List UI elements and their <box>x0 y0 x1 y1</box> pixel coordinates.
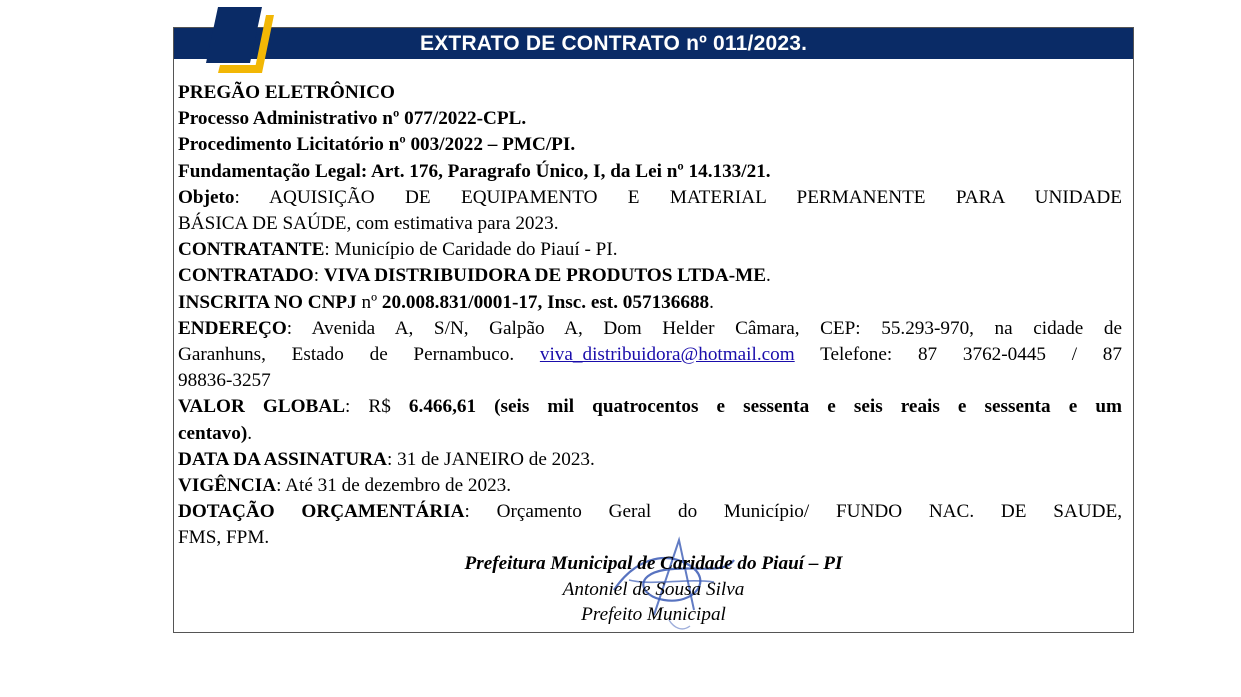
signature-role: Prefeito Municipal <box>581 604 726 625</box>
contratante-label: CONTRATANTE <box>178 239 325 261</box>
endereco-label: ENDEREÇO <box>178 317 287 339</box>
valor-label: VALOR GLOBAL <box>178 396 346 418</box>
signature-name: Antoniel de Sousa Silva <box>562 578 745 600</box>
signature-block <box>174 551 1133 628</box>
assinatura-line: DATA DA ASSINATURA: 31 de JANEIRO de 2023. <box>178 448 595 470</box>
contract-extract-frame <box>173 27 1134 633</box>
valor-line-2: centavo). <box>178 422 253 444</box>
modalidade-line: PREGÃO ELETRÔNICO <box>178 82 395 103</box>
vigencia-line: VIGÊNCIA: Até 31 de dezembro de 2023. <box>178 475 512 497</box>
email-link[interactable]: viva_distribuidora@hotmail.com <box>539 344 795 366</box>
objeto-line-1: Objeto: AQUISIÇÃO DE EQUIPAMENTO E MATERIAL PERMANENTE PARA UNIDADE <box>178 186 1122 208</box>
endereco-line-1: ENDEREÇO: Avenida A, S/N, Galpão A, Dom Helder Câmara, CEP: 55.293-970, na cidade de <box>178 317 1122 339</box>
page-title: EXTRATO DE CONTRATO nº 011/2023. <box>420 32 808 55</box>
processo-line: Processo Administrativo nº 077/2022-CPL. <box>178 108 527 130</box>
procedimento-line: Procedimento Licitatório nº 003/2022 – PMC/PI. <box>178 134 576 156</box>
fundamentacao-line: Fundamentação Legal: Art. 176, Paragrafo Único, I, da Lei nº 14.133/21. <box>178 160 771 182</box>
signature-org: Prefeitura Municipal de Caridade do Piauí – PI <box>464 553 843 574</box>
vigencia-label: VIGÊNCIA <box>178 475 277 497</box>
dotacao-label: DOTAÇÃO ORÇAMENTÁRIA <box>178 501 465 523</box>
cnpj-line: INSCRITA NO CNPJ nº 20.008.831/0001-17, Insc. est. 057136688. <box>178 291 714 313</box>
contratado-label: CONTRATADO <box>178 265 314 287</box>
contratante-line: CONTRATANTE: Município de Caridade do Piauí - PI. <box>178 239 618 261</box>
contratado-line: CONTRATADO: VIVA DISTRIBUIDORA DE PRODUTOS LTDA-ME. <box>178 265 771 287</box>
endereco-line-2: Garanhuns, Estado de Pernambuco. viva_distribuidora@hotmail.com Telefone: 87 3762-0445 / 87 <box>178 344 1122 366</box>
cnpj-label: INSCRITA NO CNPJ <box>178 291 357 313</box>
endereco-line-3: 98836-3257 <box>178 370 271 392</box>
objeto-line-2: BÁSICA DE SAÚDE, com estimativa para 2023. <box>178 213 559 235</box>
objeto-label: Objeto <box>178 186 235 208</box>
dotacao-line-1: DOTAÇÃO ORÇAMENTÁRIA: Orçamento Geral do Município/ FUNDO NAC. DE SAUDE, <box>178 501 1122 523</box>
dotacao-line-2: FMS, FPM. <box>178 527 270 549</box>
header-bar <box>174 28 1133 59</box>
contract-body <box>178 80 1122 552</box>
assinatura-label: DATA DA ASSINATURA <box>178 448 387 470</box>
valor-line-1: VALOR GLOBAL: R$ 6.466,61 (seis mil quatrocentos e sessenta e seis reais e sessenta e um <box>178 396 1122 418</box>
logo-icon <box>204 5 279 73</box>
